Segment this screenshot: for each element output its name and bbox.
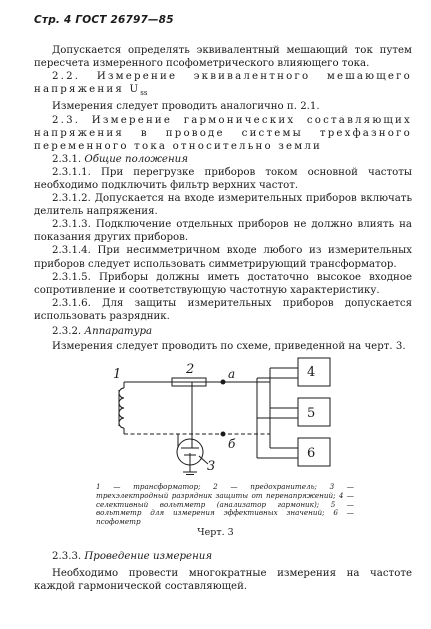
page-header: Стр. 4 ГОСТ 26797—85 <box>34 14 174 26</box>
figure-title: Черт. 3 <box>197 527 234 538</box>
paragraph-2-3-1-2: 2.3.1.2. Допускается на входе измерительных приборов включать делитель напряжения. <box>34 193 412 218</box>
heading-2-3: 2.3. Измерение гармонических составляющих напряжения в проводе системы трехфазного переменного тока относительно земли <box>34 114 412 152</box>
heading-2-3-2: 2.3.2. Аппаратура <box>52 326 153 337</box>
label-node-a: а <box>228 367 236 381</box>
text-block-top <box>34 44 412 353</box>
paragraph-2-3-1-3: 2.3.1.3. Подключение отдельных приборов не должно влиять на показания других приборов. <box>34 219 412 244</box>
transformer-coil <box>119 388 124 428</box>
paragraph-2-3-1-5: 2.3.1.5. Приборы должны иметь достаточно высокое входное сопротивление и соответствующую частотную характеристику. <box>34 271 412 296</box>
paragraph-2-3-1-4: 2.3.1.4. При несимметричном входе любого из измерительных приборов следует использовать симметрирующий трансформатор. <box>34 245 412 270</box>
paragraph-2-3-1-6: 2.3.1.6. Для защиты измерительных приборов допускается использовать разрядник. <box>34 297 412 322</box>
label-6: 6 <box>307 446 316 461</box>
label-1: 1 <box>113 367 122 382</box>
label-4: 4 <box>307 365 316 380</box>
text-block-bottom <box>34 550 412 593</box>
paragraph-2-3-3: Необходимо провести многократные измерения на частоте каждой гармонической составляющей. <box>34 568 412 593</box>
label-node-b: б <box>228 437 236 451</box>
paragraph-2-2: Измерения следует проводить аналогично п. 2.1. <box>52 101 320 113</box>
circuit-diagram <box>0 356 431 476</box>
paragraph-2-3-2: Измерения следует проводить по схеме, приведенной на черт. 3. <box>52 341 406 353</box>
node-a-dot <box>221 380 225 384</box>
label-2: 2 <box>186 362 195 377</box>
node-b-dot <box>221 432 225 436</box>
heading-2-3-3: 2.3.3. Проведение измерения <box>52 551 213 562</box>
paragraph-2-3-1-1: 2.3.1.1. При перегрузке приборов током основной частоты необходимо подключить фильтр верхних частот. <box>34 166 412 191</box>
heading-2-2: 2.2. Измерение эквивалентного мешающего напряжения $U_{ss}$ <box>34 71 412 98</box>
label-3: 3 <box>207 459 216 474</box>
paragraph-intro: Допускается определять эквивалентный мешающий ток путем пересчета измеренного псофометрического влияющего тока. <box>34 45 412 70</box>
label-5: 5 <box>307 406 316 421</box>
heading-2-3-1: 2.3.1. Общие положения <box>52 153 188 165</box>
figure-caption: 1 — трансформатор; 2 — предохранитель; 3 — трехэлектродный разрядник защиты от перенапряжений; 4 — селективный вольтметр (анализатор гармоник); 5 — вольтметр для измерения эффективных значений; 6 — псофометр <box>96 482 354 527</box>
